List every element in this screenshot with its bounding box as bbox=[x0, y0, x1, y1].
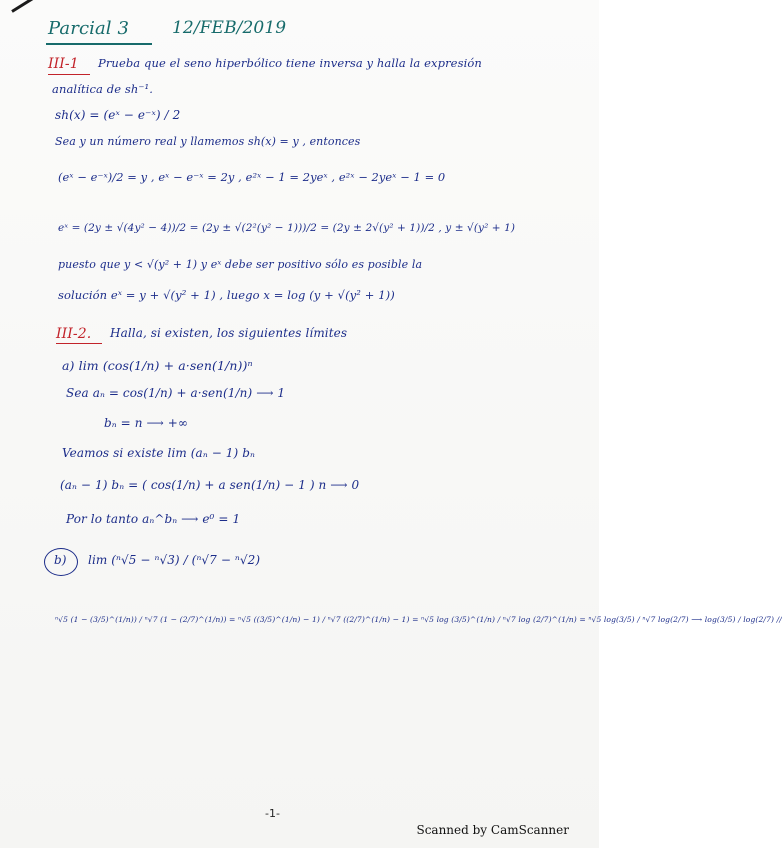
scanner-footer: Scanned by CamScanner bbox=[416, 823, 569, 837]
page-date: 12/FEB/2019 bbox=[172, 18, 287, 38]
problem2-statement: Halla, si existen, los siguientes límites bbox=[110, 326, 348, 340]
part-b-label: b) bbox=[54, 553, 67, 567]
part-a-bn: bₙ = n ⟶ +∞ bbox=[104, 416, 188, 430]
part-a-equation: (aₙ − 1) bₙ = ( cos(1/n) + a sen(1/n) − 1 ) n ⟶ 0 bbox=[60, 478, 360, 492]
problem1-number: III-1 bbox=[48, 56, 79, 72]
part-a-an: Sea aₙ = cos(1/n) + a·sen(1/n) ⟶ 1 bbox=[66, 386, 286, 400]
page-number: -1- bbox=[265, 807, 280, 820]
problem2-number: III-2. bbox=[56, 326, 92, 342]
equation-line-1: (eˣ − e⁻ˣ)/2 = y , eˣ − e⁻ˣ = 2y , e²ˣ − 1 = 2yeˣ , e²ˣ − 2yeˣ − 1 = 0 bbox=[58, 170, 446, 184]
part-a-limit: a) lim (cos(1/n) + a·sen(1/n))ⁿ bbox=[62, 358, 253, 373]
problem1-text-1: puesto que y < √(y² + 1) y eˣ debe ser positivo sólo es posible la bbox=[58, 258, 423, 271]
problem1-text-2: solución eˣ = y + √(y² + 1) , luego x = log (y + √(y² + 1)) bbox=[58, 288, 395, 302]
problem1-statement-2: analítica de sh⁻¹. bbox=[52, 82, 153, 96]
page-title: Parcial 3 bbox=[48, 18, 130, 39]
part-b-equation: ⁿ√5 (1 − (3/5)^(1/n)) / ⁿ√7 (1 − (2/7)^(1/n)) = ⁿ√5 ((3/5)^(1/n) − 1) / ⁿ√7 ((2/7)^(1/n) − 1) = ⁿ√5 log (3/5)^(1/n) / ⁿ√7 log (2/7)^(1/n) = ⁿ√5 log(3/5) / ⁿ√7 log(2/7) ⟶ log(3/5) / log(2/7) // bbox=[55, 615, 782, 624]
part-a-conclusion: Por lo tanto aₙ^bₙ ⟶ e⁰ = 1 bbox=[66, 512, 241, 526]
sinh-definition: sh(x) = (eˣ − e⁻ˣ) / 2 bbox=[55, 108, 181, 122]
problem1-intro: Sea y un número real y llamemos sh(x) = y , entonces bbox=[55, 135, 361, 148]
corner-mark bbox=[11, 0, 50, 13]
equation-line-2: eˣ = (2y ± √(4y² − 4))/2 = (2y ± √(2²(y² − 1)))/2 = (2y ± 2√(y² + 1))/2 , y ± √(y² + 1) bbox=[58, 222, 516, 234]
part-b-limit: lim (ⁿ√5 − ⁿ√3) / (ⁿ√7 − ⁿ√2) bbox=[88, 553, 261, 567]
part-a-check: Veamos si existe lim (aₙ − 1) bₙ bbox=[62, 446, 255, 460]
problem2-underline bbox=[56, 343, 102, 344]
problem1-statement-1: Prueba que el seno hiperbólico tiene inversa y halla la expresión bbox=[98, 56, 482, 70]
title-underline bbox=[46, 43, 152, 45]
problem1-underline bbox=[48, 74, 90, 75]
